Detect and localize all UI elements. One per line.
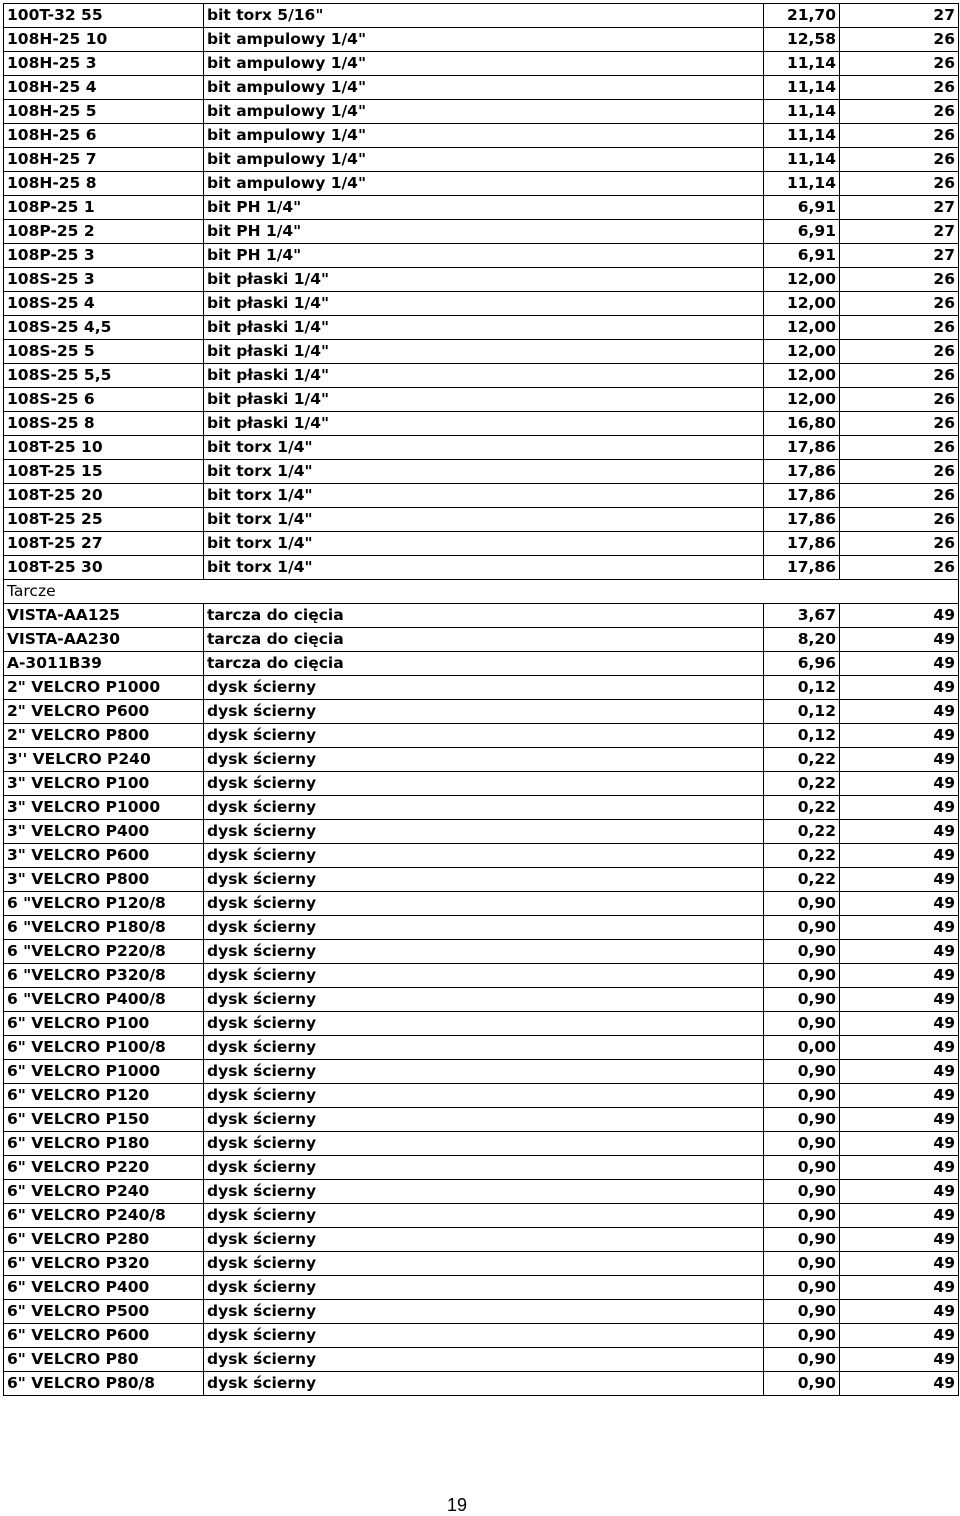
description-cell: dysk ścierny <box>204 1372 764 1396</box>
catalog-page-cell: 26 <box>840 316 959 340</box>
description-cell: dysk ścierny <box>204 1060 764 1084</box>
table-row <box>4 364 959 388</box>
catalog-page-cell: 49 <box>840 1228 959 1252</box>
description-cell: bit PH 1/4" <box>204 220 764 244</box>
price-cell: 0,90 <box>764 1132 840 1156</box>
catalog-page-cell: 26 <box>840 172 959 196</box>
catalog-page-cell: 26 <box>840 412 959 436</box>
description-cell: dysk ścierny <box>204 1276 764 1300</box>
table-row <box>4 1180 959 1204</box>
table-row <box>4 196 959 220</box>
price-cell: 0,90 <box>764 1012 840 1036</box>
table-row <box>4 460 959 484</box>
catalog-page-cell: 49 <box>840 868 959 892</box>
price-cell: 11,14 <box>764 52 840 76</box>
table-row <box>4 844 959 868</box>
catalog-page-cell: 26 <box>840 364 959 388</box>
table-row <box>4 1108 959 1132</box>
price-cell: 6,91 <box>764 196 840 220</box>
description-cell: dysk ścierny <box>204 724 764 748</box>
product-code-cell: 108H-25 4 <box>4 76 204 100</box>
table-row <box>4 436 959 460</box>
description-cell: dysk ścierny <box>204 1084 764 1108</box>
table-row <box>4 988 959 1012</box>
description-cell: dysk ścierny <box>204 796 764 820</box>
table-row <box>4 796 959 820</box>
catalog-page-cell: 49 <box>840 1108 959 1132</box>
catalog-page-cell: 26 <box>840 556 959 580</box>
product-code-cell: 3" VELCRO P400 <box>4 820 204 844</box>
product-code-cell: 108S-25 4,5 <box>4 316 204 340</box>
product-code-cell: 3" VELCRO P600 <box>4 844 204 868</box>
price-cell: 0,90 <box>764 1108 840 1132</box>
description-cell: bit PH 1/4" <box>204 244 764 268</box>
catalog-page-cell: 49 <box>840 964 959 988</box>
product-code-cell: 6" VELCRO P500 <box>4 1300 204 1324</box>
description-cell: bit ampulowy 1/4" <box>204 28 764 52</box>
price-cell: 12,00 <box>764 316 840 340</box>
product-code-cell: 6" VELCRO P80/8 <box>4 1372 204 1396</box>
table-row <box>4 1156 959 1180</box>
price-cell: 0,90 <box>764 988 840 1012</box>
description-cell: dysk ścierny <box>204 1348 764 1372</box>
price-cell: 0,90 <box>764 964 840 988</box>
product-code-cell: 6 "VELCRO P220/8 <box>4 940 204 964</box>
product-code-cell: 108T-25 15 <box>4 460 204 484</box>
product-code-cell: 108P-25 1 <box>4 196 204 220</box>
product-code-cell: 108S-25 8 <box>4 412 204 436</box>
price-cell: 0,22 <box>764 820 840 844</box>
description-cell: dysk ścierny <box>204 844 764 868</box>
description-cell: bit płaski 1/4" <box>204 292 764 316</box>
table-row <box>4 412 959 436</box>
table-row <box>4 628 959 652</box>
price-cell: 21,70 <box>764 4 840 28</box>
catalog-page-cell: 49 <box>840 1324 959 1348</box>
price-cell: 17,86 <box>764 532 840 556</box>
description-cell: bit płaski 1/4" <box>204 364 764 388</box>
price-cell: 17,86 <box>764 484 840 508</box>
description-cell: bit torx 5/16" <box>204 4 764 28</box>
price-cell: 0,22 <box>764 868 840 892</box>
price-cell: 0,12 <box>764 724 840 748</box>
price-cell: 0,90 <box>764 1204 840 1228</box>
product-code-cell: 6" VELCRO P320 <box>4 1252 204 1276</box>
price-cell: 0,22 <box>764 772 840 796</box>
catalog-page-cell: 49 <box>840 1036 959 1060</box>
catalog-page-cell: 49 <box>840 1180 959 1204</box>
catalog-page-cell: 49 <box>840 604 959 628</box>
description-cell: dysk ścierny <box>204 1324 764 1348</box>
catalog-page-cell: 49 <box>840 1156 959 1180</box>
table-row <box>4 148 959 172</box>
catalog-page-cell: 49 <box>840 940 959 964</box>
description-cell: dysk ścierny <box>204 988 764 1012</box>
table-row <box>4 820 959 844</box>
catalog-page-cell: 49 <box>840 1276 959 1300</box>
price-list-table <box>3 3 959 1396</box>
description-cell: dysk ścierny <box>204 1300 764 1324</box>
table-row <box>4 1300 959 1324</box>
table-row <box>4 76 959 100</box>
catalog-page-cell: 27 <box>840 4 959 28</box>
price-cell: 0,90 <box>764 1252 840 1276</box>
description-cell: bit ampulowy 1/4" <box>204 172 764 196</box>
product-code-cell: 108T-25 30 <box>4 556 204 580</box>
product-code-cell: 6" VELCRO P240/8 <box>4 1204 204 1228</box>
price-cell: 12,58 <box>764 28 840 52</box>
product-code-cell: 108H-25 5 <box>4 100 204 124</box>
description-cell: dysk ścierny <box>204 772 764 796</box>
product-code-cell: 108T-25 10 <box>4 436 204 460</box>
product-code-cell: 3'' VELCRO P240 <box>4 748 204 772</box>
table-row <box>4 172 959 196</box>
price-cell: 0,12 <box>764 700 840 724</box>
catalog-page-cell: 49 <box>840 676 959 700</box>
table-row <box>4 1252 959 1276</box>
price-cell: 0,90 <box>764 1180 840 1204</box>
table-row <box>4 484 959 508</box>
price-cell: 0,90 <box>764 916 840 940</box>
table-row <box>4 52 959 76</box>
table-row <box>4 1204 959 1228</box>
product-code-cell: 6" VELCRO P240 <box>4 1180 204 1204</box>
table-row <box>4 268 959 292</box>
description-cell: bit płaski 1/4" <box>204 388 764 412</box>
catalog-page-cell: 26 <box>840 28 959 52</box>
product-code-cell: VISTA-AA125 <box>4 604 204 628</box>
price-cell: 0,00 <box>764 1036 840 1060</box>
product-code-cell: 6" VELCRO P80 <box>4 1348 204 1372</box>
catalog-page-cell: 49 <box>840 1372 959 1396</box>
description-cell: bit torx 1/4" <box>204 532 764 556</box>
table-row <box>4 1060 959 1084</box>
product-code-cell: 6" VELCRO P150 <box>4 1108 204 1132</box>
description-cell: dysk ścierny <box>204 1204 764 1228</box>
table-row <box>4 892 959 916</box>
description-cell: dysk ścierny <box>204 700 764 724</box>
table-row <box>4 916 959 940</box>
description-cell: dysk ścierny <box>204 820 764 844</box>
catalog-page-cell: 26 <box>840 532 959 556</box>
catalog-page-cell: 27 <box>840 196 959 220</box>
price-cell: 0,90 <box>764 1228 840 1252</box>
product-code-cell: 108H-25 6 <box>4 124 204 148</box>
product-code-cell: 108P-25 3 <box>4 244 204 268</box>
table-row <box>4 556 959 580</box>
table-row <box>4 4 959 28</box>
catalog-page-cell: 49 <box>840 772 959 796</box>
product-code-cell: 108P-25 2 <box>4 220 204 244</box>
table-row <box>4 1084 959 1108</box>
catalog-page-cell: 49 <box>840 1012 959 1036</box>
table-row <box>4 748 959 772</box>
price-cell: 11,14 <box>764 76 840 100</box>
description-cell: dysk ścierny <box>204 892 764 916</box>
table-row <box>4 1036 959 1060</box>
description-cell: bit torx 1/4" <box>204 484 764 508</box>
product-code-cell: 108S-25 5 <box>4 340 204 364</box>
product-code-cell: 6" VELCRO P600 <box>4 1324 204 1348</box>
description-cell: tarcza do cięcia <box>204 628 764 652</box>
catalog-page-cell: 49 <box>840 1348 959 1372</box>
product-code-cell: 6" VELCRO P120 <box>4 1084 204 1108</box>
table-row <box>4 724 959 748</box>
table-row <box>4 340 959 364</box>
description-cell: bit ampulowy 1/4" <box>204 76 764 100</box>
price-cell: 6,91 <box>764 244 840 268</box>
catalog-page-cell: 49 <box>840 1252 959 1276</box>
price-cell: 0,22 <box>764 748 840 772</box>
description-cell: tarcza do cięcia <box>204 604 764 628</box>
description-cell: bit ampulowy 1/4" <box>204 148 764 172</box>
section-title: Tarcze <box>4 580 959 604</box>
catalog-page-cell: 27 <box>840 244 959 268</box>
table-row <box>4 1132 959 1156</box>
product-code-cell: 6" VELCRO P400 <box>4 1276 204 1300</box>
catalog-page-cell: 26 <box>840 436 959 460</box>
product-code-cell: 3" VELCRO P100 <box>4 772 204 796</box>
product-code-cell: 100T-32 55 <box>4 4 204 28</box>
catalog-page-cell: 49 <box>840 1300 959 1324</box>
table-row <box>4 676 959 700</box>
price-cell: 0,90 <box>764 1156 840 1180</box>
product-code-cell: 6 "VELCRO P320/8 <box>4 964 204 988</box>
catalog-page-cell: 26 <box>840 292 959 316</box>
price-cell: 6,96 <box>764 652 840 676</box>
table-row <box>4 1276 959 1300</box>
price-cell: 0,90 <box>764 1324 840 1348</box>
price-cell: 0,90 <box>764 1060 840 1084</box>
description-cell: dysk ścierny <box>204 1108 764 1132</box>
table-row <box>4 316 959 340</box>
description-cell: bit torx 1/4" <box>204 460 764 484</box>
catalog-page-cell: 26 <box>840 52 959 76</box>
product-code-cell: 2" VELCRO P600 <box>4 700 204 724</box>
catalog-page-cell: 49 <box>840 652 959 676</box>
description-cell: dysk ścierny <box>204 940 764 964</box>
description-cell: dysk ścierny <box>204 1252 764 1276</box>
price-cell: 0,12 <box>764 676 840 700</box>
catalog-page-cell: 49 <box>840 1132 959 1156</box>
product-code-cell: 108S-25 4 <box>4 292 204 316</box>
price-cell: 11,14 <box>764 172 840 196</box>
description-cell: dysk ścierny <box>204 748 764 772</box>
price-cell: 17,86 <box>764 436 840 460</box>
price-list-body <box>4 4 959 1396</box>
price-cell: 8,20 <box>764 628 840 652</box>
description-cell: dysk ścierny <box>204 916 764 940</box>
price-cell: 11,14 <box>764 148 840 172</box>
price-cell: 0,90 <box>764 1300 840 1324</box>
description-cell: dysk ścierny <box>204 1228 764 1252</box>
table-row <box>4 652 959 676</box>
table-row <box>4 772 959 796</box>
catalog-page-cell: 26 <box>840 340 959 364</box>
table-row <box>4 244 959 268</box>
product-code-cell: 108H-25 7 <box>4 148 204 172</box>
price-cell: 12,00 <box>764 292 840 316</box>
product-code-cell: 108T-25 27 <box>4 532 204 556</box>
table-row <box>4 1324 959 1348</box>
table-row <box>4 28 959 52</box>
product-code-cell: 108S-25 3 <box>4 268 204 292</box>
catalog-page-cell: 26 <box>840 268 959 292</box>
table-row <box>4 100 959 124</box>
table-row <box>4 388 959 412</box>
description-cell: dysk ścierny <box>204 964 764 988</box>
table-row <box>4 604 959 628</box>
product-code-cell: 6" VELCRO P1000 <box>4 1060 204 1084</box>
product-code-cell: 6 "VELCRO P180/8 <box>4 916 204 940</box>
table-row <box>4 964 959 988</box>
table-row <box>4 1228 959 1252</box>
catalog-page-cell: 49 <box>840 628 959 652</box>
description-cell: bit płaski 1/4" <box>204 340 764 364</box>
description-cell: bit torx 1/4" <box>204 556 764 580</box>
catalog-page-cell: 49 <box>840 1204 959 1228</box>
description-cell: dysk ścierny <box>204 676 764 700</box>
price-cell: 0,90 <box>764 940 840 964</box>
table-row <box>4 868 959 892</box>
description-cell: dysk ścierny <box>204 1036 764 1060</box>
product-code-cell: 6 "VELCRO P120/8 <box>4 892 204 916</box>
product-code-cell: VISTA-AA230 <box>4 628 204 652</box>
catalog-page-cell: 49 <box>840 916 959 940</box>
description-cell: bit ampulowy 1/4" <box>204 124 764 148</box>
catalog-page-cell: 26 <box>840 100 959 124</box>
table-row <box>4 940 959 964</box>
description-cell: dysk ścierny <box>204 868 764 892</box>
price-cell: 0,22 <box>764 844 840 868</box>
product-code-cell: 6" VELCRO P280 <box>4 1228 204 1252</box>
catalog-page-cell: 49 <box>840 1060 959 1084</box>
description-cell: dysk ścierny <box>204 1156 764 1180</box>
product-code-cell: 6" VELCRO P100 <box>4 1012 204 1036</box>
product-code-cell: 108T-25 20 <box>4 484 204 508</box>
product-code-cell: 6 "VELCRO P400/8 <box>4 988 204 1012</box>
product-code-cell: 108H-25 10 <box>4 28 204 52</box>
table-row <box>4 532 959 556</box>
description-cell: bit ampulowy 1/4" <box>204 52 764 76</box>
description-cell: tarcza do cięcia <box>204 652 764 676</box>
product-code-cell: 2" VELCRO P1000 <box>4 676 204 700</box>
price-cell: 12,00 <box>764 268 840 292</box>
description-cell: bit płaski 1/4" <box>204 412 764 436</box>
catalog-page-cell: 26 <box>840 460 959 484</box>
description-cell: bit płaski 1/4" <box>204 268 764 292</box>
price-cell: 17,86 <box>764 508 840 532</box>
product-code-cell: 6" VELCRO P180 <box>4 1132 204 1156</box>
catalog-page-cell: 26 <box>840 508 959 532</box>
product-code-cell: 3" VELCRO P1000 <box>4 796 204 820</box>
price-cell: 0,22 <box>764 796 840 820</box>
catalog-page-cell: 26 <box>840 76 959 100</box>
product-code-cell: 108S-25 6 <box>4 388 204 412</box>
price-cell: 12,00 <box>764 364 840 388</box>
product-code-cell: 108S-25 5,5 <box>4 364 204 388</box>
table-row <box>4 220 959 244</box>
price-cell: 0,90 <box>764 892 840 916</box>
catalog-page-cell: 26 <box>840 388 959 412</box>
catalog-page-cell: 26 <box>840 148 959 172</box>
catalog-page-cell: 49 <box>840 988 959 1012</box>
product-code-cell: 108H-25 3 <box>4 52 204 76</box>
table-row <box>4 292 959 316</box>
product-code-cell: 3" VELCRO P800 <box>4 868 204 892</box>
price-cell: 0,90 <box>764 1084 840 1108</box>
price-cell: 3,67 <box>764 604 840 628</box>
price-cell: 17,86 <box>764 460 840 484</box>
description-cell: dysk ścierny <box>204 1180 764 1204</box>
catalog-page-cell: 49 <box>840 796 959 820</box>
table-row <box>4 1372 959 1396</box>
product-code-cell: 108T-25 25 <box>4 508 204 532</box>
section-header-row <box>4 580 959 604</box>
catalog-page-cell: 49 <box>840 1084 959 1108</box>
description-cell: bit ampulowy 1/4" <box>204 100 764 124</box>
catalog-page-cell: 49 <box>840 700 959 724</box>
price-cell: 0,90 <box>764 1348 840 1372</box>
catalog-page-cell: 49 <box>840 844 959 868</box>
product-code-cell: 6" VELCRO P100/8 <box>4 1036 204 1060</box>
description-cell: bit torx 1/4" <box>204 436 764 460</box>
catalog-page-cell: 26 <box>840 484 959 508</box>
price-cell: 12,00 <box>764 388 840 412</box>
product-code-cell: 6" VELCRO P220 <box>4 1156 204 1180</box>
catalog-page-cell: 49 <box>840 724 959 748</box>
price-cell: 11,14 <box>764 100 840 124</box>
table-row <box>4 1348 959 1372</box>
table-row <box>4 700 959 724</box>
description-cell: bit płaski 1/4" <box>204 316 764 340</box>
price-cell: 0,90 <box>764 1276 840 1300</box>
catalog-page-cell: 49 <box>840 892 959 916</box>
catalog-page-cell: 49 <box>840 748 959 772</box>
table-row <box>4 508 959 532</box>
catalog-page-cell: 26 <box>840 124 959 148</box>
description-cell: bit PH 1/4" <box>204 196 764 220</box>
price-cell: 12,00 <box>764 340 840 364</box>
price-cell: 17,86 <box>764 556 840 580</box>
price-cell: 16,80 <box>764 412 840 436</box>
price-cell: 11,14 <box>764 124 840 148</box>
table-row <box>4 1012 959 1036</box>
catalog-page-cell: 49 <box>840 820 959 844</box>
description-cell: dysk ścierny <box>204 1132 764 1156</box>
price-cell: 6,91 <box>764 220 840 244</box>
table-row <box>4 124 959 148</box>
product-code-cell: 2" VELCRO P800 <box>4 724 204 748</box>
product-code-cell: 108H-25 8 <box>4 172 204 196</box>
catalog-page-cell: 27 <box>840 220 959 244</box>
price-cell: 0,90 <box>764 1372 840 1396</box>
description-cell: dysk ścierny <box>204 1012 764 1036</box>
product-code-cell: A-3011B39 <box>4 652 204 676</box>
description-cell: bit torx 1/4" <box>204 508 764 532</box>
page-number: 19 <box>446 1495 468 1515</box>
